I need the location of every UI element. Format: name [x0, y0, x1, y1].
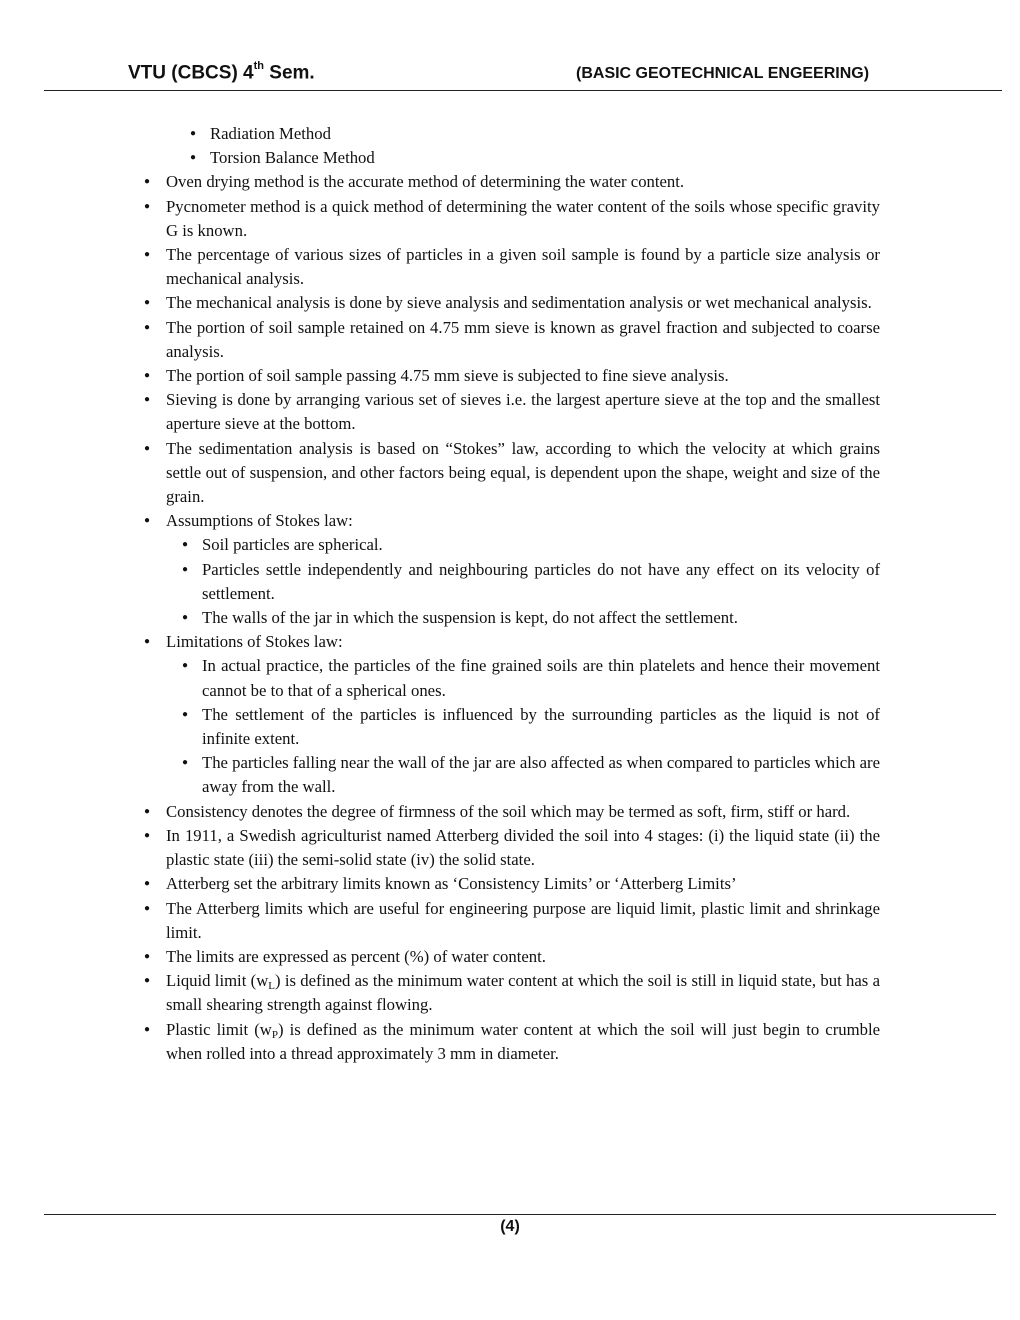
list-item: ● Soil particles are spherical. — [140, 533, 880, 557]
limitations-heading: ● Limitations of Stokes law: — [140, 630, 880, 654]
list-item: ● Sieving is done by arranging various set of sieves i.e. the largest aperture sieve at the top and the smallest aperture sieve at the bottom. — [140, 388, 880, 436]
list-item: ● Atterberg set the arbitrary limits known as ‘Consistency Limits’ or ‘Atterberg Limits’ — [140, 872, 880, 896]
list-item: ● The particles falling near the wall of the jar are also affected as when compared to particles which are away from the wall. — [140, 751, 880, 799]
page-header — [44, 56, 1002, 91]
subject-title: (BASIC GEOTECHNICAL ENGEERING) — [576, 65, 870, 82]
list-item: ● Consistency denotes the degree of firmness of the soil which may be termed as soft, firm, stiff or hard. — [140, 800, 880, 824]
assumptions-heading: ● Assumptions of Stokes law: — [140, 509, 880, 533]
assumptions-list — [140, 533, 880, 630]
list-item: ● The portion of soil sample passing 4.75 mm sieve is subjected to fine sieve analysis. — [140, 364, 880, 388]
list-item: ● The mechanical analysis is done by sieve analysis and sedimentation analysis or wet mechanical analysis. — [140, 291, 880, 315]
footer-rule — [44, 1214, 996, 1215]
list-item: ● Particles settle independently and neighbouring particles do not have any effect on its velocity of settlement. — [140, 558, 880, 606]
plastic-limit-definition: ● Plastic limit $(w_P)$ is defined as the minimum water content at which the soil will just begin to crumble when rolled into a thread approximately 3 mm in diameter. — [140, 1018, 880, 1066]
list-item: ● The portion of soil sample retained on 4.75 mm sieve is known as gravel fraction and subjected to coarse analysis. — [140, 316, 880, 364]
limitations-list — [140, 654, 880, 799]
page-number: (4) — [500, 1218, 520, 1235]
list-item: ● The limits are expressed as percent (%) of water content. — [140, 945, 880, 969]
list-item: ● The walls of the jar in which the suspension is kept, do not affect the settlement. — [140, 606, 880, 630]
list-item: ● Radiation Method — [140, 122, 880, 146]
list-item: ● Torsion Balance Method — [140, 146, 880, 170]
list-item: ● Oven drying method is the accurate method of determining the water content. — [140, 170, 880, 194]
list-item: ● The Atterberg limits which are useful for engineering purpose are liquid limit, plastic limit and shrinkage limit. — [140, 897, 880, 945]
bullet-list — [140, 630, 880, 654]
notes-body — [140, 122, 880, 1066]
list-item: ● The sedimentation analysis is based on “Stokes” law, according to which the velocity at which grains settle out of suspension, and other factors being equal, is dependent upon the shape, weight and size of the grain. — [140, 437, 880, 510]
list-item: ● In actual practice, the particles of the fine grained soils are thin platelets and hence their movement cannot be to that of a spherical ones. — [140, 654, 880, 702]
liquid-limit-definition: ● Liquid limit $(w_L)$ is defined as the minimum water content at which the soil is still in liquid state, but has a small shearing strength against flowing. — [140, 969, 880, 1017]
bullet-list — [140, 170, 880, 533]
list-item: ● The percentage of various sizes of particles in a given soil sample is found by a particle size analysis or mechanical analysis. — [140, 243, 880, 291]
list-item: ● The settlement of the particles is influenced by the surrounding particles as the liquid is not of infinite extent. — [140, 703, 880, 751]
list-item: ● In 1911, a Swedish agriculturist named Atterberg divided the soil into 4 stages: (i) the liquid state (ii) the plastic state (iii) the semi-solid state (iv) the solid state. — [140, 824, 880, 872]
list-item: ● Pycnometer method is a quick method of determining the water content of the soils whose specific gravity G is known. — [140, 195, 880, 243]
method-sublist — [140, 122, 880, 170]
course-title: VTU (CBCS) 4th Sem. — [128, 60, 315, 84]
bullet-list — [140, 800, 880, 1066]
